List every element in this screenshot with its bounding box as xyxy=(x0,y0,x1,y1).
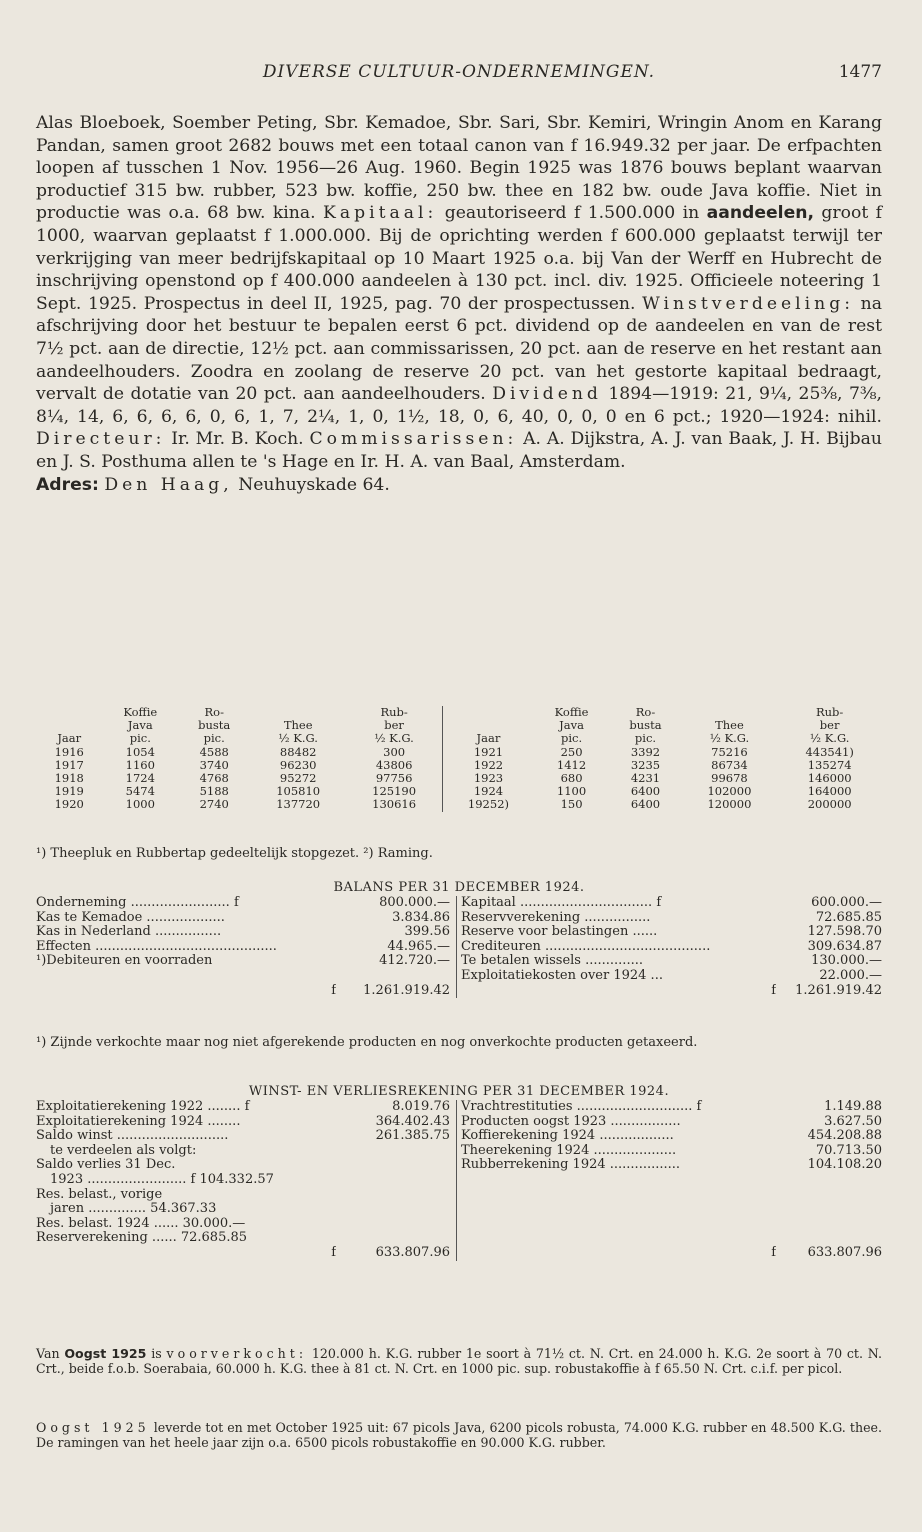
production-cell: 1054 xyxy=(125,744,155,759)
production-cell: 96230 xyxy=(279,757,317,772)
ledger-label: Theerekening 1924 .................... xyxy=(457,1144,777,1159)
ledger-label: Exploitatierekening 1924 ........ xyxy=(36,1114,241,1129)
production-cell: ½ K.G. xyxy=(709,731,750,746)
production-cell: Koffie xyxy=(123,705,158,719)
ledger-label: Exploitatiekosten over 1924 ... xyxy=(457,969,777,984)
production-cell: Jaar xyxy=(443,732,534,745)
running-title: DIVERSE CULTUUR-ONDERNEMINGEN. xyxy=(262,62,656,82)
balance-table xyxy=(36,896,882,998)
text-estates: Alas Bloeboek, Soember Peting, Sbr. Kemadoe, Sbr. Sari, Sbr. Kemiri, Wringin Anom en Karang Pandan, samen groot 2682 bouws met een totaal canon van f 16.949.32 per jaar. De erfpachten loopen af tusschen 1 Nov. 1956—26 Aug. 1960. Begin 1925 was 1876 bouws beplant waarvan productief 315 bw. rubber, 523 bw. koffie, 250 bw. thee en 182 bw. oude Java koffie. Niet in productie was o.a. 68 bw. kina. xyxy=(36,113,882,224)
production-cell: 88482 xyxy=(279,744,317,759)
ledger-label: f xyxy=(457,984,777,999)
ledger-label: Saldo verlies 31 Dec. xyxy=(36,1158,176,1173)
ledger-label: te verdeelen als volgt: xyxy=(50,1143,197,1158)
label-winstverdeeling: Winstverdeeling: xyxy=(642,293,855,314)
ledger-label: Exploitatierekening 1922 ........ f xyxy=(36,1100,250,1114)
production-cell: 1724 xyxy=(125,771,155,786)
production-cell: Thee xyxy=(715,718,744,733)
production-row xyxy=(36,759,882,772)
harvest-presale xyxy=(36,1346,882,1376)
pnl-row xyxy=(36,1100,882,1115)
production-cell: 97756 xyxy=(375,771,413,786)
balance-row xyxy=(36,984,882,999)
ledger-amount xyxy=(336,1144,457,1159)
ledger-amount: 130.000.— xyxy=(811,954,882,969)
harvest-delivered xyxy=(36,1420,882,1450)
production-row xyxy=(36,785,882,798)
pnl-row xyxy=(36,1173,882,1188)
ledger-label: Onderneming ........................ f xyxy=(36,896,239,910)
ledger-label xyxy=(36,969,336,984)
production-cell: 1924 xyxy=(443,785,534,798)
ledger-label: Effecten ............................................ xyxy=(36,939,277,954)
text-winstverdeeling: na afschrijving door het bestuur te bepalen eerst 6 pct. dividend op de aandeelen en van de rest 7½ pct. aan de directie, 12½ pct. aan commissarissen, 20 pct. aan de reserve en het restant aan aandeelhouders. Zoodra en zoolang de reserve 20 pct. van het gestorte kapitaal bedraagt, vervalt de dotatie van 20 pct. aan aandeelhouders. xyxy=(36,293,882,405)
ledger-label: Kas in Nederland ................ xyxy=(36,925,222,940)
production-cell: Ro- xyxy=(635,705,656,719)
production-cell: 125190 xyxy=(372,784,417,799)
ledger-amount xyxy=(336,1202,457,1217)
production-cell: 443541) xyxy=(805,744,854,759)
production-cell: pic. xyxy=(560,731,583,746)
pnl-row xyxy=(36,1144,882,1159)
ledger-amount: 1.261.919.42 xyxy=(363,983,450,998)
ledger-label: Saldo winst ........................... xyxy=(36,1129,229,1144)
text-kapitaal: geautoriseerd f 1.500.000 in xyxy=(444,203,700,224)
production-cell: 3740 xyxy=(199,757,229,772)
ledger-label: Reservverekening ................ xyxy=(457,911,777,926)
ledger-label xyxy=(457,1231,777,1246)
production-cell: 1923 xyxy=(443,772,534,785)
ledger-amount: 1.261.919.42 xyxy=(795,983,882,998)
ledger-amount: 72.685.85 xyxy=(815,910,882,925)
ledger-label: Reserverekening ...... 72.685.85 xyxy=(36,1231,248,1246)
production-cell: busta xyxy=(629,718,662,733)
production-cell: 1922 xyxy=(443,759,534,772)
production-cell: 86734 xyxy=(711,757,748,772)
address-city: Den Haag, xyxy=(104,474,233,495)
ledger-amount xyxy=(776,1231,882,1246)
ledger-label: Vrachtrestituties ............................ f xyxy=(457,1100,777,1115)
text-van: Van xyxy=(36,1346,60,1361)
ledger-label: Koffierekening 1924 .................. xyxy=(457,1129,777,1144)
production-cell: 150 xyxy=(560,797,583,812)
ledger-amount: 800.000.— xyxy=(379,896,450,910)
ledger-label: f xyxy=(457,1246,777,1261)
production-row xyxy=(36,798,882,811)
production-cell: pic. xyxy=(634,731,657,746)
pnl-row xyxy=(36,1202,882,1217)
production-cell: 4768 xyxy=(199,771,229,786)
ledger-amount: 70.713.50 xyxy=(815,1143,882,1158)
ledger-label: jaren .............. 54.367.33 xyxy=(50,1202,217,1217)
production-cell: ½ K.G. xyxy=(278,731,318,746)
pnl-row xyxy=(36,1188,882,1203)
production-cell: Ro- xyxy=(204,705,224,719)
ledger-label xyxy=(457,1217,777,1232)
text-delivered: leverde tot en met October 1925 uit: 67 picols Java, 6200 picols robusta, 74.000 K.G. rubber en 48.500 K.G. thee. De ramingen van het heele jaar zijn o.a. 6500 picols robustakoffie en 90.000 K.G. rubber. xyxy=(36,1420,882,1450)
production-cell: Thee xyxy=(283,718,313,733)
production-cell: Rub- xyxy=(380,705,408,719)
page-number: 1477 xyxy=(838,62,882,82)
ledger-amount: 600.000.— xyxy=(811,896,882,910)
production-cell: 75216 xyxy=(711,744,748,759)
production-table xyxy=(36,706,882,812)
ledger-label: ¹)Debiteuren en voorraden xyxy=(36,954,213,969)
ledger-label: Res. belast., vorige xyxy=(36,1187,163,1202)
production-cell: 6400 xyxy=(630,784,661,799)
production-cell: 1160 xyxy=(125,757,155,772)
label-directeur: Directeur: xyxy=(36,429,166,450)
ledger-amount: 399.56 xyxy=(404,925,450,940)
ledger-label: Kas te Kemadoe ................... xyxy=(36,910,225,925)
text-dividend: 1894—1919: 21, 9¼, 25⅜, 7⅜, 8¼, 14, 6, 6, 6, 6, 0, 6, 1, 7, 2¼, 1, 0, 1½, 18, 0, 6, 40, 0, 0, 0 en 6 pct.; 1920—1924: nihil. xyxy=(36,384,882,427)
ledger-amount xyxy=(336,1158,457,1173)
production-cell: pic. xyxy=(203,731,225,746)
ledger-amount xyxy=(776,1188,882,1203)
address-street: Neuhuyskade 64. xyxy=(238,474,390,495)
ledger-amount: 3.834.86 xyxy=(392,910,450,925)
ledger-amount xyxy=(776,1173,882,1188)
production-cell: ber xyxy=(384,718,404,733)
label-oogst-1925-b: Oogst 1925 xyxy=(36,1420,150,1435)
ledger-label xyxy=(457,1173,777,1188)
ledger-amount: 454.208.88 xyxy=(807,1129,882,1144)
label-oogst-1925: Oogst 1925 xyxy=(64,1346,147,1361)
pnl-row xyxy=(36,1246,882,1261)
production-cell: 250 xyxy=(560,744,583,759)
label-dividend: Dividend xyxy=(492,384,602,405)
ledger-amount xyxy=(336,1188,457,1203)
pnl-title: WINST- EN VERLIESREKENING PER 31 DECEMBER 1924. xyxy=(248,1084,670,1099)
production-cell: 1920 xyxy=(54,797,84,812)
production-row xyxy=(36,772,882,785)
production-cell: 164000 xyxy=(807,784,852,799)
balance-title: BALANS PER 31 DECEMBER 1924. xyxy=(333,880,585,895)
ledger-amount: 261.385.75 xyxy=(375,1129,450,1144)
ledger-amount: 633.807.96 xyxy=(375,1245,450,1260)
balance-row xyxy=(36,896,882,911)
pnl-row xyxy=(36,1217,882,1232)
ledger-label: Res. belast. 1924 ...... 30.000.— xyxy=(36,1216,246,1231)
production-cell: 1917 xyxy=(54,757,84,772)
ledger-amount: 364.402.43 xyxy=(375,1114,450,1129)
label-kapitaal: Kapitaal: xyxy=(323,203,438,224)
ledger-amount xyxy=(776,1202,882,1217)
ledger-amount: 1.149.88 xyxy=(824,1100,882,1114)
ledger-label: Rubberrekening 1924 ................. xyxy=(457,1158,777,1173)
production-cell: 1412 xyxy=(556,757,587,772)
ledger-amount xyxy=(336,1217,457,1232)
ledger-amount: 633.807.96 xyxy=(807,1245,882,1260)
ledger-amount xyxy=(336,969,457,984)
ledger-amount: 44.965.— xyxy=(387,939,450,954)
ledger-amount: 309.634.87 xyxy=(807,939,882,954)
balance-row xyxy=(36,954,882,969)
production-cell: 120000 xyxy=(707,797,752,812)
ledger-label: Kapitaal ................................ f xyxy=(457,896,777,911)
production-cell: ½ K.G. xyxy=(809,731,850,746)
production-cell xyxy=(443,706,534,719)
balance-note: ¹) Zijnde verkochte maar nog niet afgerekende producten en nog onverkochte producten getaxeerd. xyxy=(36,1035,698,1050)
ledger-amount xyxy=(776,1217,882,1232)
production-cell: 1916 xyxy=(54,744,84,759)
production-cell: 19252) xyxy=(443,798,534,811)
ledger-amount: 8.019.76 xyxy=(392,1100,450,1114)
production-row xyxy=(36,746,882,759)
production-cell: 2740 xyxy=(199,797,229,812)
balance-row xyxy=(36,969,882,984)
text-is: is xyxy=(151,1346,162,1361)
production-cell: 5474 xyxy=(125,784,155,799)
production-cell: 680 xyxy=(560,771,583,786)
balance-row xyxy=(36,925,882,940)
production-cell: 137720 xyxy=(276,797,321,812)
ledger-amount: 104.108.20 xyxy=(807,1158,882,1173)
production-cell: 1100 xyxy=(556,784,587,799)
ledger-amount xyxy=(336,1231,457,1246)
pnl-row xyxy=(36,1158,882,1173)
production-cell: 105810 xyxy=(276,784,321,799)
label-aandeelen: aandeelen, xyxy=(706,203,814,224)
production-cell: 3235 xyxy=(630,757,661,772)
production-cell: 1919 xyxy=(54,784,84,799)
ledger-label: 1923 ........................ f 104.332.57 xyxy=(50,1172,274,1187)
page-header xyxy=(36,62,882,86)
production-cell: 102000 xyxy=(707,784,752,799)
production-cell: 4588 xyxy=(199,744,229,759)
production-cell: 146000 xyxy=(807,771,852,786)
ledger-amount: 22.000.— xyxy=(819,968,882,983)
production-cell: 95272 xyxy=(279,771,317,786)
production-cell: 1000 xyxy=(125,797,155,812)
production-cell: Java xyxy=(127,718,153,733)
company-description xyxy=(36,112,882,496)
production-cell: Jaar xyxy=(57,731,82,746)
pnl-row xyxy=(36,1115,882,1130)
ledger-label: Reserve voor belastingen ...... xyxy=(457,925,777,940)
production-cell xyxy=(36,706,102,719)
ledger-label: Te betalen wissels .............. xyxy=(457,954,777,969)
label-adres: Adres: xyxy=(36,474,99,495)
ledger-label: Producten oogst 1923 ................. xyxy=(457,1115,777,1130)
ledger-amount: 3.627.50 xyxy=(824,1114,882,1129)
label-voorverkocht: voorverkocht: xyxy=(166,1346,308,1361)
text-presale: 120.000 h. K.G. rubber 1e soort à 71½ ct. N. Crt. en 24.000 h. K.G. 2e soort à 70 ct. N. Crt., beide f.o.b. Soerabaia, 60.000 h. K.G. thee à 81 ct. N. Crt. en 1000 pic. sup. robustakoffie à f 65.50 N. Crt. c.i.f. per picol. xyxy=(36,1346,882,1376)
pnl-row xyxy=(36,1129,882,1144)
production-header-row xyxy=(36,706,882,719)
production-cell: 99678 xyxy=(711,771,748,786)
production-cell: busta xyxy=(198,718,231,733)
ledger-label: Crediteuren ........................................ xyxy=(457,940,777,955)
production-cell: 6400 xyxy=(630,797,661,812)
production-header-row xyxy=(36,719,882,732)
production-cell: Java xyxy=(559,718,584,733)
ledger-amount: 127.598.70 xyxy=(807,925,882,940)
production-cell: 4231 xyxy=(630,771,661,786)
production-cell: Koffie xyxy=(554,705,589,719)
production-cell: 200000 xyxy=(807,797,852,812)
text-directeur: Ir. Mr. B. Koch. xyxy=(171,429,304,450)
text-commissarissen: A. A. Dijkstra, A. J. van Baak, J. H. Bijbau en J. S. Posthuma allen te 's Hage en Ir. H. A. van Baal, Amsterdam. xyxy=(36,429,882,472)
production-note: ¹) Theepluk en Rubbertap gedeeltelijk stopgezet. ²) Raming. xyxy=(36,846,433,861)
production-cell: 1921 xyxy=(443,746,534,759)
ledger-label: f xyxy=(331,1245,336,1260)
ledger-label: f xyxy=(331,983,336,998)
ledger-amount: 412.720.— xyxy=(379,954,450,969)
pnl-row xyxy=(36,1231,882,1246)
production-cell: pic. xyxy=(129,731,151,746)
production-header-row xyxy=(36,732,882,745)
text-aandeelen: groot f 1000, waarvan geplaatst f 1.000.000. Bij de oprichting werden f 600.000 geplaatst terwijl ter verkrijging van meer bedrijfskapitaal op 10 Maart 1925 o.a. bij Van der Werff en Hubrecht de inschrijving openstond op f 400.000 aandeelen à 130 pct. incl. div. 1925. Officieele noteering 1 Sept. 1925. Prospectus in deel II, 1925, pag. 70 der prospectussen. xyxy=(36,203,883,314)
production-cell: 130616 xyxy=(372,797,417,812)
production-cell: 5188 xyxy=(199,784,229,799)
production-cell: 135274 xyxy=(807,757,852,772)
production-cell: ½ K.G. xyxy=(374,731,414,746)
production-cell: 43806 xyxy=(375,757,413,772)
balance-row xyxy=(36,940,882,955)
ledger-label xyxy=(457,1188,777,1203)
balance-row xyxy=(36,911,882,926)
ledger-amount xyxy=(336,1173,457,1188)
production-cell: 1918 xyxy=(54,771,84,786)
label-commissarissen: Commissarissen: xyxy=(309,429,518,450)
production-cell: Rub- xyxy=(815,705,844,719)
production-cell: ber xyxy=(819,718,840,733)
production-cell: 300 xyxy=(383,744,406,759)
production-cell: 3392 xyxy=(630,744,661,759)
ledger-label xyxy=(457,1202,777,1217)
pnl-table xyxy=(36,1100,882,1261)
